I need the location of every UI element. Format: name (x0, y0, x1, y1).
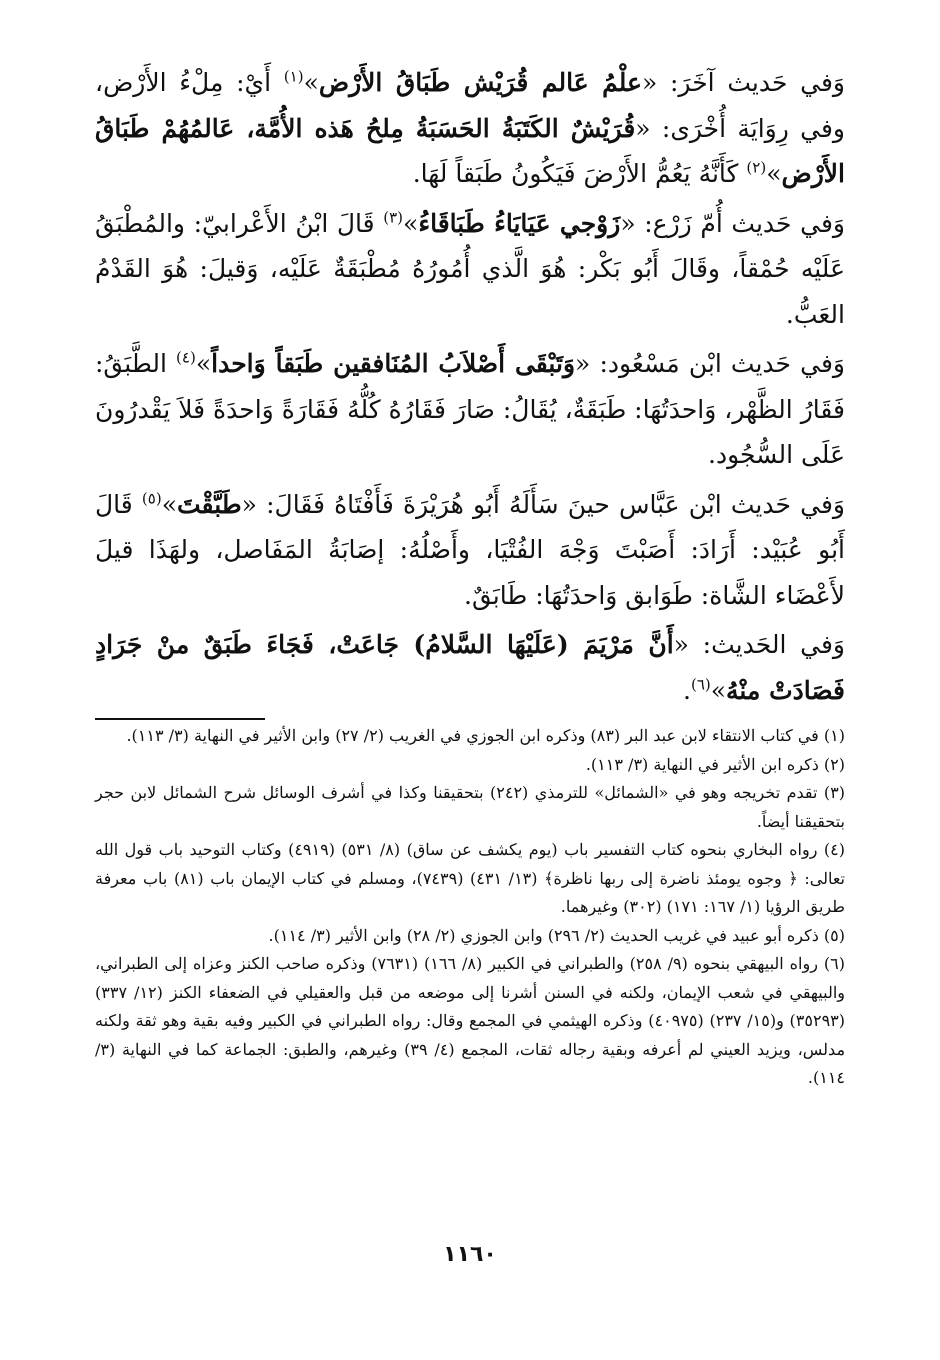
paragraph-text: وَفي حَديث ابْن عَبَّاس حينَ سَأَلَهُ أَبُو هُرَيْرَةَ فَأَفْتَاهُ فَقَالَ: « (241, 489, 846, 519)
footnote-ref[interactable]: (٦) (690, 675, 711, 694)
hadith-quote: أَنَّ مَرْيَمَ (عَلَيْهَا السَّلامُ) جَاعَتْ، فَجَاءَ طَبَقٌ منْ جَرَادٍ فَصَادَتْ منْهُ (95, 630, 845, 705)
paragraph-text: كَأَنَّهُ يَعُمُّ الأَرْضَ فَيَكُونُ طَبَقاً لَهَا. (412, 159, 747, 188)
hadith-quote: قُرَيْشٌ الكَتَبَةُ الحَسَبَةُ مِلحُ هَذه الأُمَّة، عَالمُهُمْ طَبَاقُ الأَرْض (95, 113, 845, 188)
quote-mark: » (195, 349, 212, 378)
paragraph-text: وَفي حَديث ابْن مَسْعُود: « (575, 349, 845, 378)
footnote-ref[interactable]: (٣) (383, 208, 404, 227)
footnote-3: (٣) تقدم تخريجه وهو في «الشمائل» للترمذي (٢٤٢) بتحقيقنا وكذا في أشرف الوسائل شرح الشمائل لابن حجر بتحقيقنا أيضاً. (95, 783, 846, 831)
paragraph-text: الطَّبَقُ: فَقَارُ الظَّهْر، وَاحدَتُهَا: طَبَقَةٌ، يُقَالُ: صَارَ فَقَارُهُ كُلُّهُ فَقَارَةً وَاحدَةً فَلاَ يَقْدرُونَ عَلَى السُّجُود. (95, 349, 845, 469)
page-number: ١١٦٠ (443, 1242, 497, 1267)
quote-mark: » (303, 68, 319, 97)
paragraph-2 (95, 201, 845, 338)
footnote-separator (95, 718, 265, 720)
main-text (95, 60, 845, 717)
footnotes (95, 722, 845, 1093)
paragraph-4 (95, 482, 845, 619)
paragraph-text: وَفي الحَديث: « (673, 630, 845, 659)
hadith-quote: طَبَّقْتَ (177, 489, 242, 519)
footnote-1: (١) في كتاب الانتقاء لابن عبد البر (٨٣) وذكره ابن الجوزي في الغريب (٢/ ٢٧) وابن الأثير في النهاية (٣/ ١١٣). (126, 726, 845, 745)
quote-mark: » (766, 159, 782, 188)
paragraph-3 (95, 341, 845, 478)
footnote-6: (٦) رواه البيهقي بنحوه (٩/ ٢٥٨) والطبراني في الكبير (٨/ ١٦٦) (٧٦٣١) وذكره صاحب الكنز وعزاه إلى الطبراني، والبيهقي في شعب الإيمان، ولكنه في السنن أشرنا إلى موضعه من قبل والعقيلي في الضعفاء الكنز (١٢/ ٣٣٧) (٣٥٢٩٣) و(١٥/ ٢٣٧) (٤٠٩٧٥) وذكره الهيثمي في المجمع وقال: رواه الطبراني في الكبير وفيه بقية وهو ثقة ولكنه مدلس، ويزيد العيني لم أعرفه وبقية رجاله ثقات، المجمع (٤/ ٣٩) وغيرهم، والطبق: الجماعة كما في النهاية (٣/ ١١٤). (95, 954, 846, 1087)
footnote-5: (٥) ذكره أبو عبيد في غريب الحديث (٢/ ٢٩٦) وابن الجوزي (٢/ ٢٨) وابن الأثير (٣/ ١١٤). (268, 925, 845, 945)
footnote-4: (٤) رواه البخاري بنحوه كتاب التفسير باب (يوم يكشف عن ساق) (٨/ ٥٣١) (٤٩١٩) وكتاب التوحيد باب قول الله تعالى: ﴿ وجوه يومئذ ناضرة إلى ربها ناظرة﴾ (١٣/ ٤٣١) (٧٤٣٩)، ومسلم في كتاب الإيمان باب (٨١) باب معرفة طريق الرؤيا (١/ ١٦٧: ١٧١) (٣٠٢) وغيرهما. (95, 840, 846, 916)
hadith-quote: زَوْجي عَيَايَاءُ طَبَاقَاءُ (418, 208, 621, 238)
paragraph-1 (95, 60, 845, 197)
footnote-ref[interactable]: (٥) (141, 489, 162, 508)
footnote-ref[interactable]: (٢) (746, 158, 767, 177)
paragraph-text: قَالَ أَبُو عُبَيْد: أَرَادَ: أَصَبْتَ وَجْهَ الفُتْيَا، وأَصْلُهُ: إصَابَةُ المَفَاصل، ولهَذَا قيلَ لأَعْضَاء الشَّاة: طَوَابق وَاحدَتُهَا: طَابَقٌ. (95, 489, 845, 610)
paragraph-text: وَفي حَديث أُمّ زَرْع: « (620, 208, 845, 238)
hadith-quote: وَتَبْقَى أَصْلاَبُ المُنَافقين طَبَقاً وَاحداً (211, 349, 576, 378)
footnote-ref[interactable]: (٤) (176, 348, 196, 367)
hadith-quote: علْمُ عَالم قُرَيْش طَبَاقُ الأَرْض (318, 68, 642, 97)
paragraph-5 (95, 622, 845, 713)
quote-mark: » (161, 489, 177, 519)
paragraph-text: أَيْ: مِلْءُ الأَرْض، وفي رِوَايَة أُخْرَى: « (95, 68, 845, 143)
paragraph-text: قَالَ ابْنُ الأَعْرابيّ: والمُطْبَقُ عَلَيْه حُمْقاً، وقَالَ أَبُو بَكْر: هُوَ الَّذي أُمُورُهُ مُطْبَقَةٌ عَلَيْه، وَقيلَ: هُوَ القَدْمُ العَبُّ. (95, 208, 845, 329)
quote-mark: » (403, 208, 419, 238)
footnote-ref[interactable]: (١) (283, 67, 304, 86)
paragraph-text: . (683, 675, 691, 705)
footnote-2: (٢) ذكره ابن الأثير في النهاية (٣/ ١١٣). (585, 754, 845, 774)
paragraph-text: وَفي حَديث آخَرَ: « (641, 68, 845, 97)
quote-mark: » (710, 675, 727, 705)
